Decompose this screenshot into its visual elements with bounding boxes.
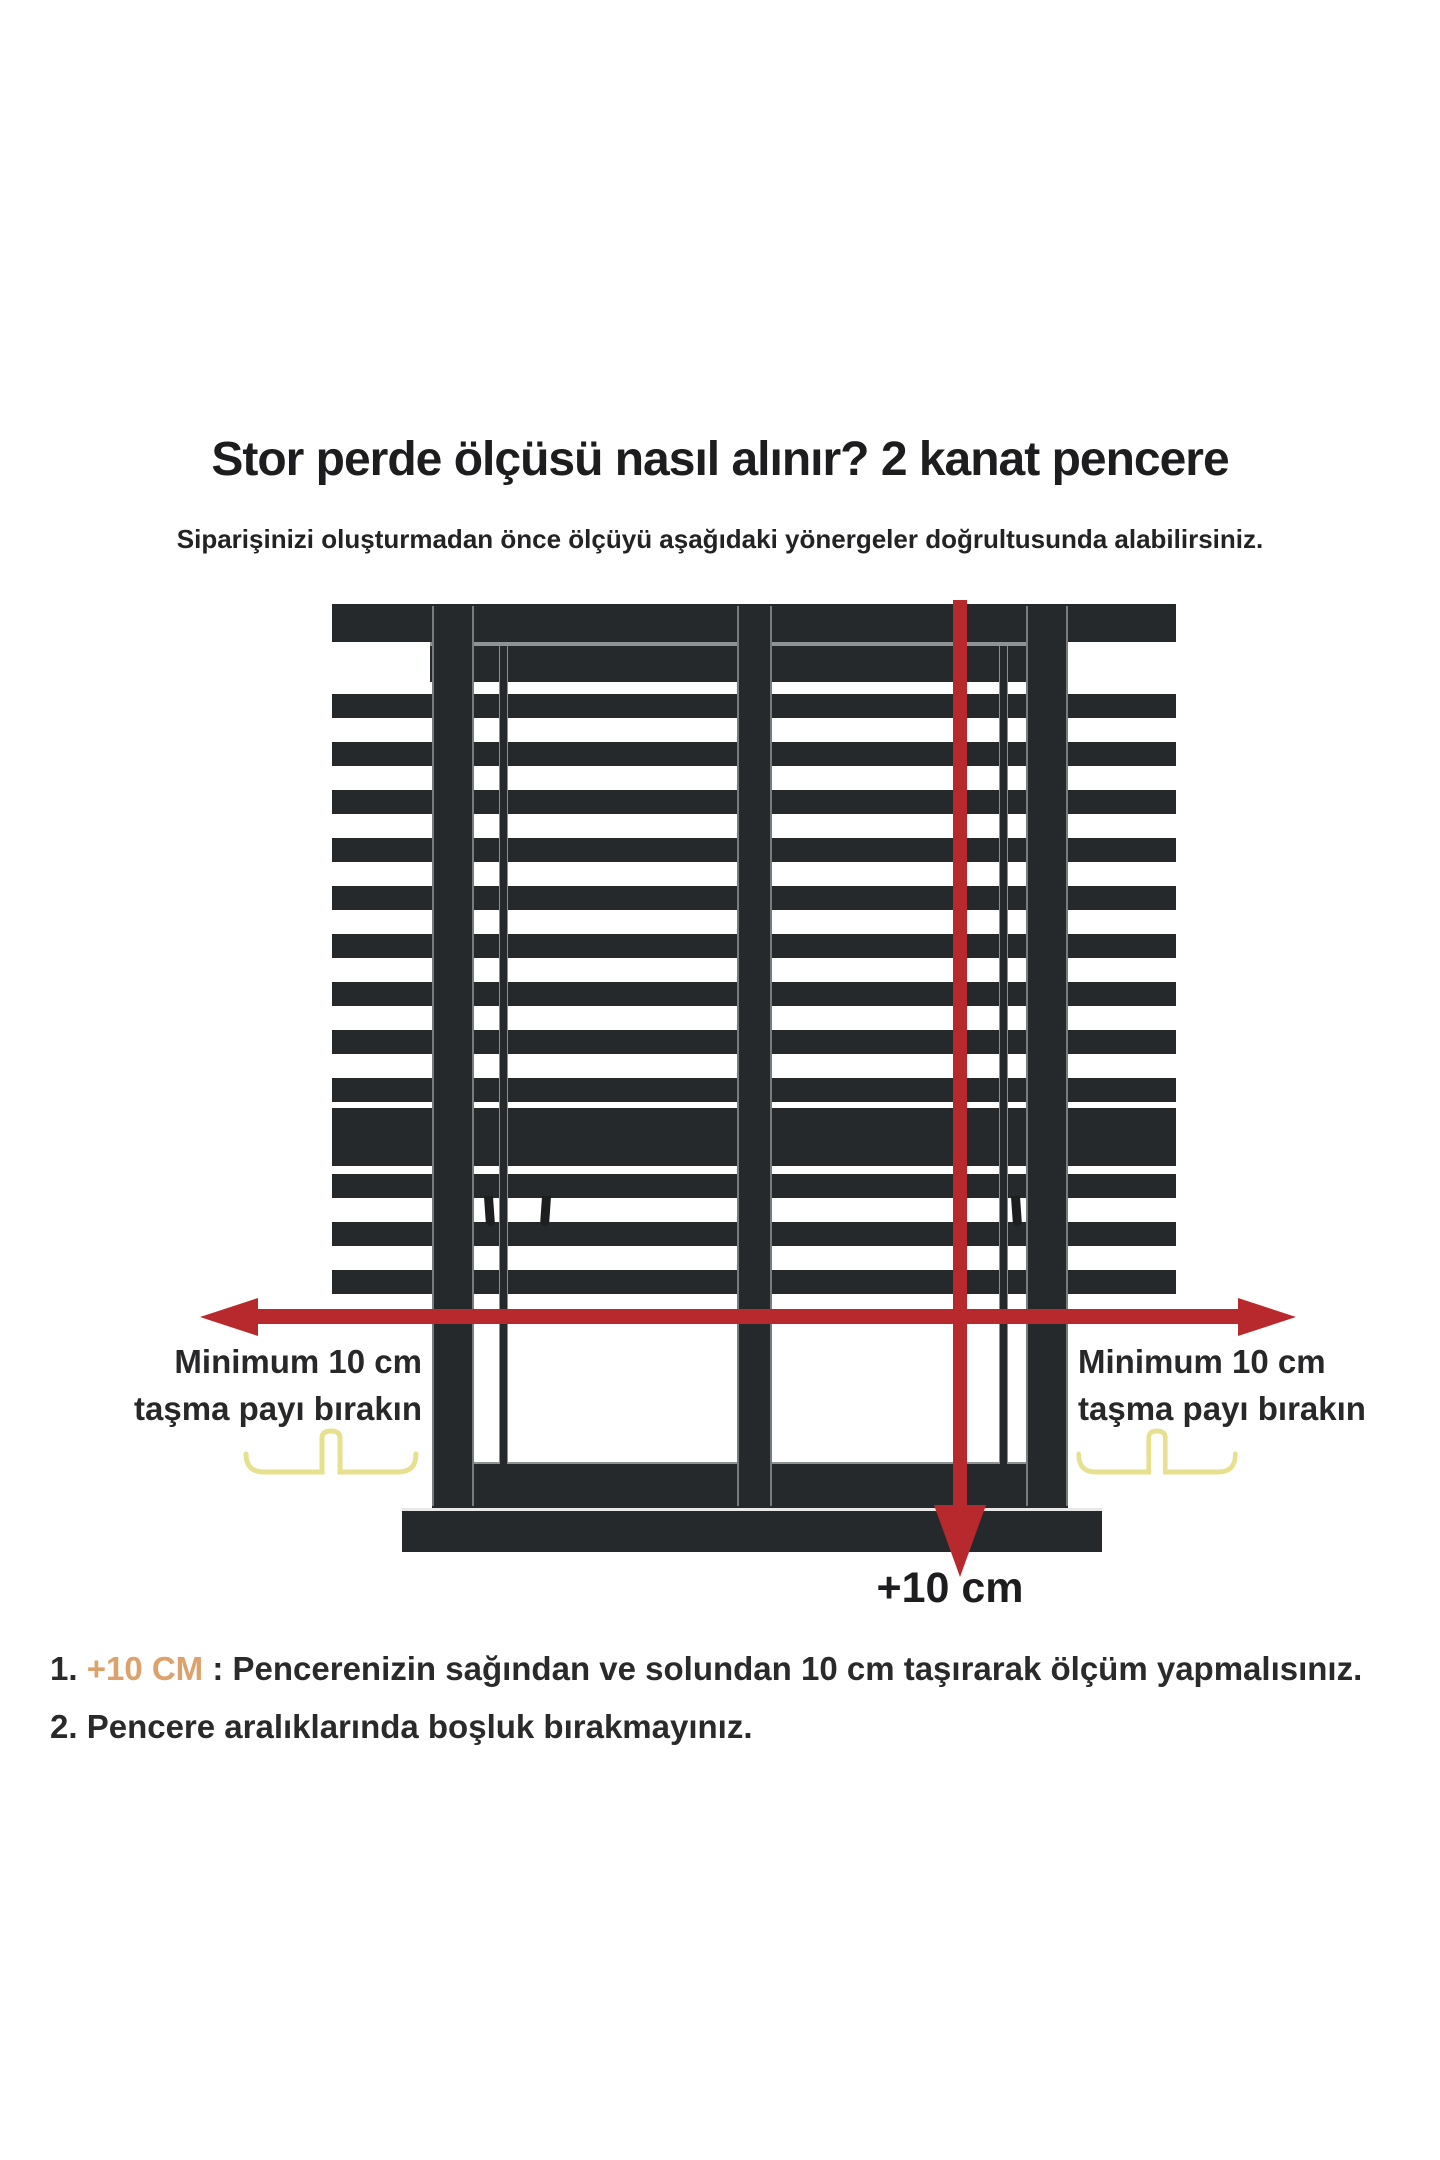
width-arrow-right-head-icon bbox=[1238, 1298, 1296, 1336]
window-center-mullion bbox=[737, 606, 772, 1506]
width-arrow-left-head-icon bbox=[200, 1298, 258, 1336]
window-left-stile bbox=[432, 606, 474, 1506]
instruction-item-2 bbox=[50, 1708, 753, 1746]
instruction-2-number: 2. bbox=[50, 1708, 87, 1745]
width-arrow-shaft bbox=[255, 1309, 1242, 1324]
right-overhang-note bbox=[1078, 1338, 1438, 1432]
window-sill bbox=[402, 1508, 1102, 1552]
window-right-stile bbox=[1026, 606, 1068, 1506]
page-title: Stor perde ölçüsü nasıl alınır? 2 kanat pencere bbox=[211, 433, 1229, 486]
left-overhang-note bbox=[92, 1338, 422, 1432]
left-note-line2: taşma payı bırakın bbox=[134, 1390, 422, 1427]
instruction-2-text: Pencere aralıklarında boşluk bırakmayınız. bbox=[86, 1708, 753, 1745]
height-arrow-label: +10 cm bbox=[876, 1564, 1024, 1612]
window-right-sash-edge bbox=[999, 646, 1008, 1464]
instruction-item-1 bbox=[50, 1650, 1362, 1688]
instruction-1-number: 1. bbox=[50, 1650, 87, 1687]
height-arrow-shaft bbox=[953, 600, 967, 1505]
right-note-line2: taşma payı bırakın bbox=[1078, 1390, 1366, 1427]
instruction-1-text: : Pencerenizin sağından ve solundan 10 cm taşırarak ölçüm yapmalısınız. bbox=[203, 1650, 1363, 1687]
right-note-line1: Minimum 10 cm bbox=[1078, 1343, 1326, 1380]
page-subtitle: Siparişinizi oluşturmadan önce ölçüyü aşağıdaki yönergeler doğrultusunda alabilirsiniz. bbox=[176, 524, 1264, 554]
left-note-line1: Minimum 10 cm bbox=[174, 1343, 422, 1380]
window-left-sash-edge bbox=[499, 646, 508, 1464]
instruction-1-highlight: +10 CM bbox=[86, 1650, 204, 1687]
